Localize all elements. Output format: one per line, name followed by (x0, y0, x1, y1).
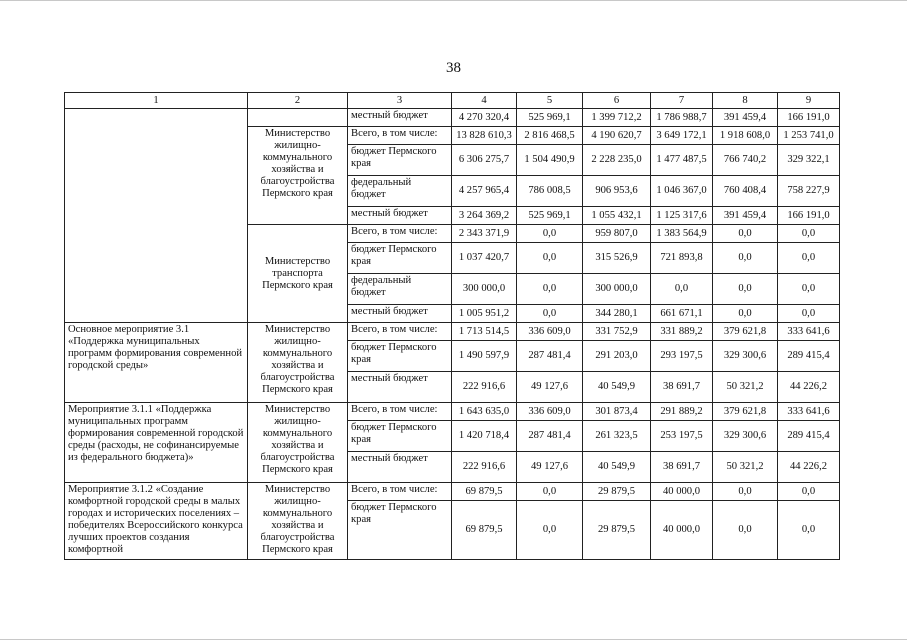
value-cell: 4 257 965,4 (452, 176, 517, 207)
value-cell: 6 306 275,7 (452, 145, 517, 176)
value-cell: 0,0 (778, 305, 840, 323)
value-cell: 0,0 (778, 483, 840, 501)
funding-source: федеральный бюджет (348, 176, 452, 207)
value-cell: 1 253 741,0 (778, 127, 840, 145)
value-cell: 0,0 (713, 274, 778, 305)
value-cell: 50 321,2 (713, 372, 778, 403)
executor-cell: Министерство жилищно-коммунального хозяйства и благоустройства Пермского края (248, 483, 348, 560)
value-cell: 329 322,1 (778, 145, 840, 176)
value-cell: 29 879,5 (583, 501, 651, 560)
table-row (65, 403, 840, 421)
value-cell: 40 000,0 (651, 501, 713, 560)
executor-cell: Министерство транспорта Пермского края (248, 225, 348, 323)
value-cell: 222 916,6 (452, 452, 517, 483)
value-cell: 40 549,9 (583, 452, 651, 483)
program-name-cell: Мероприятие 3.1.1 «Поддержка муниципальных программ формирования современной городской среды (расходы, не софинансируемые из федерального бюджета)» (65, 403, 248, 483)
table-row (65, 323, 840, 341)
funding-source: бюджет Пермского края (348, 421, 452, 452)
budget-table (64, 92, 840, 560)
value-cell: 13 828 610,3 (452, 127, 517, 145)
value-cell: 2 343 371,9 (452, 225, 517, 243)
executor-cell: Министерство жилищно-коммунального хозяйства и благоустройства Пермского края (248, 323, 348, 403)
value-cell: 336 609,0 (517, 403, 583, 421)
scan-top-edge (0, 0, 907, 1)
value-cell: 721 893,8 (651, 243, 713, 274)
value-cell: 391 459,4 (713, 207, 778, 225)
value-cell: 0,0 (713, 483, 778, 501)
value-cell: 0,0 (517, 483, 583, 501)
value-cell: 661 671,1 (651, 305, 713, 323)
value-cell: 0,0 (713, 225, 778, 243)
value-cell: 1 786 988,7 (651, 109, 713, 127)
value-cell: 344 280,1 (583, 305, 651, 323)
value-cell: 0,0 (651, 274, 713, 305)
value-cell: 69 879,5 (452, 501, 517, 560)
table-row (65, 483, 840, 501)
value-cell: 525 969,1 (517, 109, 583, 127)
funding-source: федеральный бюджет (348, 274, 452, 305)
funding-source: местный бюджет (348, 109, 452, 127)
column-number: 6 (583, 93, 651, 109)
value-cell: 289 415,4 (778, 341, 840, 372)
value-cell: 4 190 620,7 (583, 127, 651, 145)
value-cell: 289 415,4 (778, 421, 840, 452)
funding-source: Всего, в том числе: (348, 323, 452, 341)
value-cell: 3 649 172,1 (651, 127, 713, 145)
value-cell: 40 549,9 (583, 372, 651, 403)
value-cell: 329 300,6 (713, 421, 778, 452)
value-cell: 1 918 608,0 (713, 127, 778, 145)
value-cell: 0,0 (778, 243, 840, 274)
value-cell: 2 228 235,0 (583, 145, 651, 176)
value-cell: 766 740,2 (713, 145, 778, 176)
value-cell: 379 621,8 (713, 323, 778, 341)
value-cell: 287 481,4 (517, 421, 583, 452)
value-cell: 300 000,0 (452, 274, 517, 305)
value-cell: 3 264 369,2 (452, 207, 517, 225)
column-number: 9 (778, 93, 840, 109)
value-cell: 166 191,0 (778, 109, 840, 127)
program-name-cell: Мероприятие 3.1.2 «Создание комфортной городской среды в малых городах и исторических поселениях – победителях Всероссийского конкурса лучших проектов создания комфортной (65, 483, 248, 560)
value-cell: 0,0 (713, 305, 778, 323)
funding-source: бюджет Пермского края (348, 145, 452, 176)
column-number: 2 (248, 93, 348, 109)
value-cell: 1 125 317,6 (651, 207, 713, 225)
value-cell: 40 000,0 (651, 483, 713, 501)
funding-source: местный бюджет (348, 452, 452, 483)
funding-source: Всего, в том числе: (348, 127, 452, 145)
value-cell: 1 037 420,7 (452, 243, 517, 274)
column-number: 8 (713, 93, 778, 109)
executor-cell (248, 109, 348, 127)
value-cell: 959 807,0 (583, 225, 651, 243)
value-cell: 0,0 (517, 501, 583, 560)
value-cell: 301 873,4 (583, 403, 651, 421)
value-cell: 391 459,4 (713, 109, 778, 127)
value-cell: 166 191,0 (778, 207, 840, 225)
column-number: 4 (452, 93, 517, 109)
value-cell: 758 227,9 (778, 176, 840, 207)
page-number: 38 (446, 60, 461, 76)
table-row (65, 109, 840, 127)
value-cell: 0,0 (517, 243, 583, 274)
value-cell: 261 323,5 (583, 421, 651, 452)
funding-source: Всего, в том числе: (348, 483, 452, 501)
value-cell: 315 526,9 (583, 243, 651, 274)
executor-cell: Министерство жилищно-коммунального хозяйства и благоустройства Пермского края (248, 403, 348, 483)
value-cell: 1 477 487,5 (651, 145, 713, 176)
value-cell: 293 197,5 (651, 341, 713, 372)
value-cell: 222 916,6 (452, 372, 517, 403)
value-cell: 786 008,5 (517, 176, 583, 207)
value-cell: 906 953,6 (583, 176, 651, 207)
funding-source: Всего, в том числе: (348, 225, 452, 243)
value-cell: 0,0 (517, 305, 583, 323)
value-cell: 0,0 (713, 243, 778, 274)
value-cell: 44 226,2 (778, 452, 840, 483)
value-cell: 4 270 320,4 (452, 109, 517, 127)
value-cell: 38 691,7 (651, 452, 713, 483)
value-cell: 291 889,2 (651, 403, 713, 421)
value-cell: 50 321,2 (713, 452, 778, 483)
value-cell: 29 879,5 (583, 483, 651, 501)
value-cell: 44 226,2 (778, 372, 840, 403)
value-cell: 1 490 597,9 (452, 341, 517, 372)
funding-source: Всего, в том числе: (348, 403, 452, 421)
value-cell: 1 399 712,2 (583, 109, 651, 127)
funding-source: бюджет Пермского края (348, 341, 452, 372)
value-cell: 379 621,8 (713, 403, 778, 421)
value-cell: 300 000,0 (583, 274, 651, 305)
value-cell: 0,0 (778, 274, 840, 305)
program-name-cell: Основное мероприятие 3.1 «Поддержка муниципальных программ формирования современной городской среды» (65, 323, 248, 403)
value-cell: 333 641,6 (778, 403, 840, 421)
value-cell: 291 203,0 (583, 341, 651, 372)
funding-source: местный бюджет (348, 305, 452, 323)
column-number: 5 (517, 93, 583, 109)
value-cell: 253 197,5 (651, 421, 713, 452)
value-cell: 1 055 432,1 (583, 207, 651, 225)
funding-source: бюджет Пермского края (348, 243, 452, 274)
funding-source: местный бюджет (348, 372, 452, 403)
value-cell: 336 609,0 (517, 323, 583, 341)
value-cell: 287 481,4 (517, 341, 583, 372)
value-cell: 331 889,2 (651, 323, 713, 341)
funding-source: бюджет Пермского края (348, 501, 452, 560)
value-cell: 0,0 (778, 225, 840, 243)
value-cell: 0,0 (713, 501, 778, 560)
value-cell: 1 420 718,4 (452, 421, 517, 452)
value-cell: 69 879,5 (452, 483, 517, 501)
column-number: 7 (651, 93, 713, 109)
value-cell: 1 504 490,9 (517, 145, 583, 176)
executor-cell: Министерство жилищно-коммунального хозяйства и благоустройства Пермского края (248, 127, 348, 225)
value-cell: 49 127,6 (517, 372, 583, 403)
value-cell: 2 816 468,5 (517, 127, 583, 145)
value-cell: 0,0 (517, 225, 583, 243)
value-cell: 1 713 514,5 (452, 323, 517, 341)
value-cell: 49 127,6 (517, 452, 583, 483)
column-number-row (65, 93, 840, 109)
value-cell: 1 005 951,2 (452, 305, 517, 323)
funding-source: местный бюджет (348, 207, 452, 225)
value-cell: 331 752,9 (583, 323, 651, 341)
value-cell: 0,0 (517, 274, 583, 305)
value-cell: 0,0 (778, 501, 840, 560)
value-cell: 1 643 635,0 (452, 403, 517, 421)
column-number: 1 (65, 93, 248, 109)
column-number: 3 (348, 93, 452, 109)
value-cell: 333 641,6 (778, 323, 840, 341)
value-cell: 760 408,4 (713, 176, 778, 207)
value-cell: 525 969,1 (517, 207, 583, 225)
program-name-cell (65, 109, 248, 323)
value-cell: 1 046 367,0 (651, 176, 713, 207)
value-cell: 1 383 564,9 (651, 225, 713, 243)
value-cell: 329 300,6 (713, 341, 778, 372)
value-cell: 38 691,7 (651, 372, 713, 403)
